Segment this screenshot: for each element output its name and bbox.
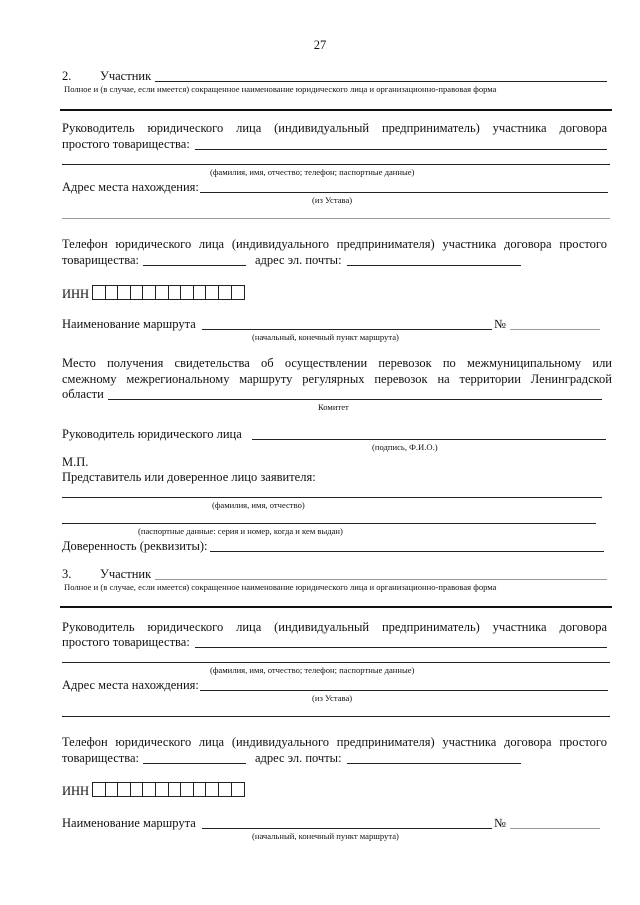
section-2-address-field[interactable] [200, 192, 608, 193]
inn-digit-box[interactable] [219, 286, 232, 299]
section-3-participant-label: Участник [100, 567, 152, 581]
section-2-head-field-2[interactable] [62, 164, 610, 165]
certificate-line2: смежному межрегиональному маршруту регулярных перевозок на территории Ленинградской [62, 372, 612, 386]
section-3-divider [60, 606, 612, 608]
section-2-phone-label-line2: товарищества: [62, 253, 140, 267]
section-2-phone-field[interactable] [143, 265, 246, 266]
inn-digit-box[interactable] [131, 783, 144, 796]
head-signature-caption: (подпись, Ф.И.О.) [372, 442, 438, 452]
section-3-participant-caption: Полное и (в случае, если имеется) сокращенное наименование юридического лица и организационно-правовая форма [64, 582, 497, 592]
section-3-route-number-label: № [494, 816, 506, 830]
section-2-inn-label: ИНН [62, 287, 90, 301]
section-2-route-field[interactable] [202, 329, 492, 330]
inn-digit-box[interactable] [106, 286, 119, 299]
section-3-inn-boxes[interactable] [92, 782, 245, 797]
section-3-route-label: Наименование маршрута [62, 816, 196, 830]
section-2-route-label: Наименование маршрута [62, 317, 196, 331]
page-number: 27 [313, 38, 327, 52]
inn-digit-box[interactable] [143, 783, 156, 796]
section-2-route-number-label: № [494, 317, 506, 331]
head-signature-field[interactable] [252, 439, 606, 440]
section-3-email-label: адрес эл. почты: [255, 751, 342, 765]
section-3-head-label-line2: простого товарищества: [62, 635, 190, 649]
inn-digit-box[interactable] [143, 286, 156, 299]
representative-name-field[interactable] [62, 497, 602, 498]
section-3-head-label-line1: Руководитель юридического лица (индивидуальный предприниматель) участника договора [62, 620, 607, 634]
inn-digit-box[interactable] [219, 783, 232, 796]
section-2-number: 2. [62, 69, 72, 83]
stamp-label: М.П. [62, 455, 89, 469]
section-3-address-caption: (из Устава) [312, 693, 353, 703]
representative-passport-field[interactable] [62, 523, 596, 524]
section-3-head-field[interactable] [195, 647, 607, 648]
inn-digit-box[interactable] [93, 286, 106, 299]
section-2-head-label-line2: простого товарищества: [62, 137, 190, 151]
representative-name-caption: (фамилия, имя, отчество) [212, 500, 305, 510]
section-3-phone-label-line1: Телефон юридического лица (индивидуального предпринимателя) участника договора простого [62, 735, 607, 749]
certificate-caption: Комитет [318, 402, 349, 412]
inn-digit-box[interactable] [194, 783, 207, 796]
section-3-head-caption: (фамилия, имя, отчество; телефон; паспортные данные) [210, 665, 415, 675]
inn-digit-box[interactable] [169, 286, 182, 299]
section-2-address-field-2[interactable] [62, 218, 610, 219]
section-3-inn-label: ИНН [62, 784, 90, 798]
inn-digit-box[interactable] [131, 286, 144, 299]
section-3-route-field[interactable] [202, 828, 492, 829]
section-2-participant-caption: Полное и (в случае, если имеется) сокращенное наименование юридического лица и организационно-правовая форма [64, 84, 497, 94]
section-2-participant-label: Участник [100, 69, 152, 83]
section-3-phone-field[interactable] [143, 763, 246, 764]
section-3-route-caption: (начальный, конечный пункт маршрута) [252, 831, 399, 841]
section-2-head-label-line1: Руководитель юридического лица (индивидуальный предприниматель) участника договора [62, 121, 607, 135]
inn-digit-box[interactable] [194, 286, 207, 299]
section-2-route-number-field[interactable] [510, 329, 600, 330]
section-3-number: 3. [62, 567, 72, 581]
section-2-email-label: адрес эл. почты: [255, 253, 342, 267]
section-3-route-number-field[interactable] [510, 828, 600, 829]
representative-passport-caption: (паспортные данные: серия и номер, когда и кем выдан) [138, 526, 343, 536]
inn-digit-box[interactable] [106, 783, 119, 796]
section-3-head-field-2[interactable] [62, 662, 610, 663]
head-signature-label: Руководитель юридического лица [62, 427, 242, 441]
inn-digit-box[interactable] [181, 286, 194, 299]
section-2-divider [60, 109, 612, 111]
section-2-head-caption: (фамилия, имя, отчество; телефон; паспортные данные) [210, 167, 415, 177]
representative-label: Представитель или доверенное лицо заявителя: [62, 470, 316, 484]
section-3-email-field[interactable] [347, 763, 521, 764]
section-2-participant-field[interactable] [155, 81, 607, 82]
section-3-address-field-2[interactable] [62, 716, 610, 717]
section-2-phone-label-line1: Телефон юридического лица (индивидуального предпринимателя) участника договора простого [62, 237, 607, 251]
inn-digit-box[interactable] [93, 783, 106, 796]
section-3-address-field[interactable] [200, 690, 608, 691]
inn-digit-box[interactable] [181, 783, 194, 796]
section-3-phone-label-line2: товарищества: [62, 751, 140, 765]
power-of-attorney-label: Доверенность (реквизиты): [62, 539, 208, 553]
certificate-line3: области [62, 387, 104, 401]
inn-digit-box[interactable] [206, 783, 219, 796]
inn-digit-box[interactable] [118, 783, 131, 796]
inn-digit-box[interactable] [206, 286, 219, 299]
inn-digit-box[interactable] [156, 783, 169, 796]
certificate-line1: Место получения свидетельства об осуществлении перевозок по межмуниципальному или [62, 356, 612, 370]
inn-digit-box[interactable] [156, 286, 169, 299]
section-2-address-label: Адрес места нахождения: [62, 180, 199, 194]
section-3-participant-field[interactable] [155, 579, 607, 580]
inn-digit-box[interactable] [118, 286, 131, 299]
certificate-field[interactable] [108, 399, 602, 400]
section-2-route-caption: (начальный, конечный пункт маршрута) [252, 332, 399, 342]
section-3-address-label: Адрес места нахождения: [62, 678, 199, 692]
inn-digit-box[interactable] [232, 783, 245, 796]
inn-digit-box[interactable] [169, 783, 182, 796]
section-2-head-field[interactable] [195, 149, 607, 150]
section-2-address-caption: (из Устава) [312, 195, 353, 205]
section-2-email-field[interactable] [347, 265, 521, 266]
inn-digit-box[interactable] [232, 286, 245, 299]
section-2-inn-boxes[interactable] [92, 285, 245, 300]
power-of-attorney-field[interactable] [210, 551, 604, 552]
